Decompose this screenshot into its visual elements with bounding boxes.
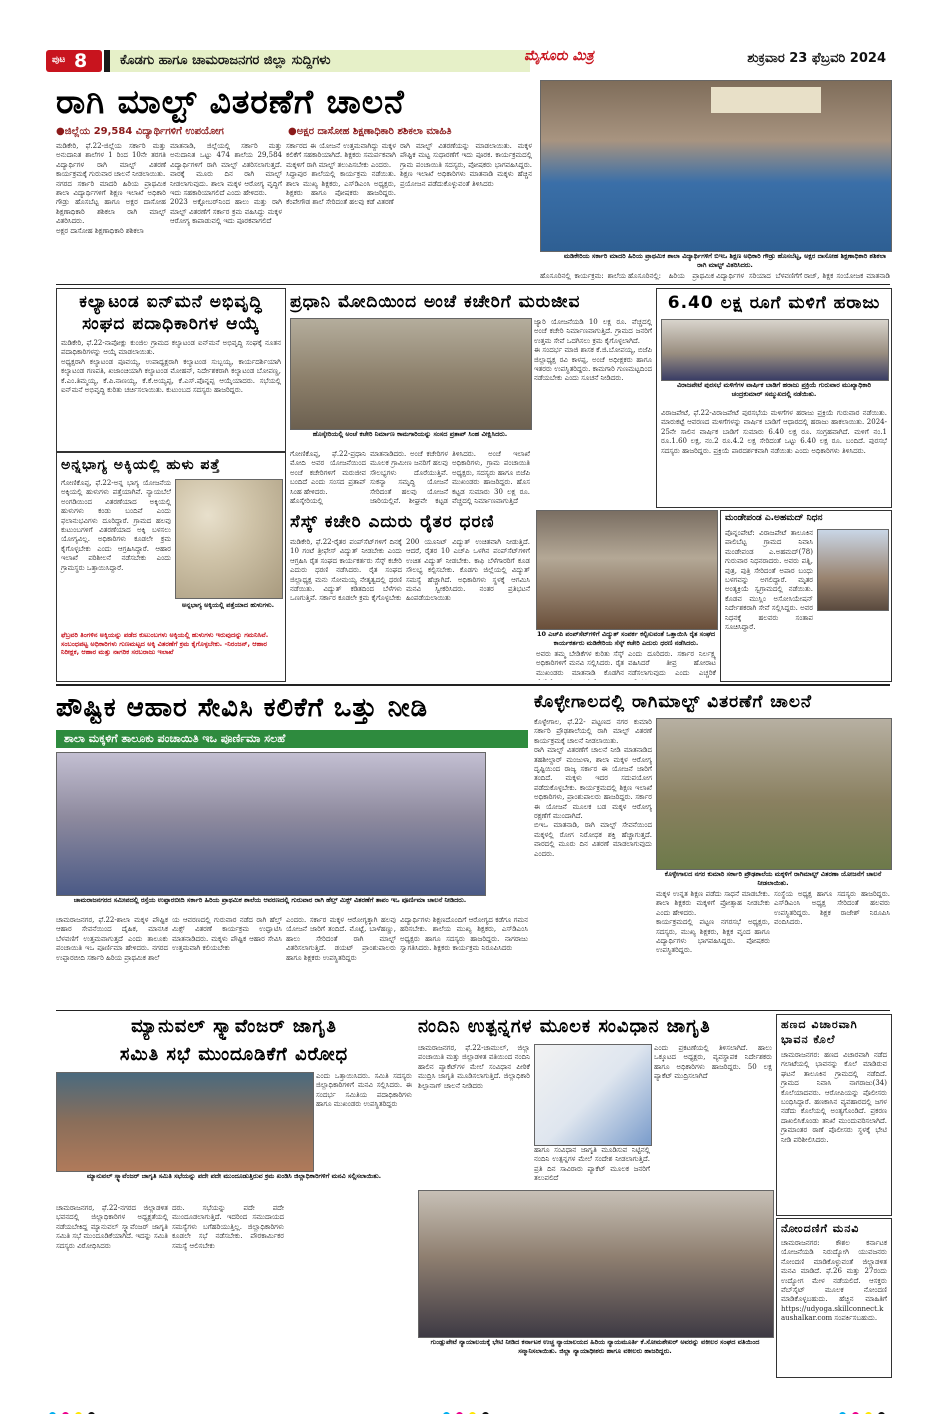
story3-body: ಗೋಣಿಕೊಪ್ಪ, ಫೆ.22-ಅನ್ನ ಭಾಗ್ಯ ಯೋಜನೆಯ ಅಕ್ಕಿಯಲ್ಲಿ ಹುಳುಗಳು ಪತ್ತೆಯಾಗಿವೆ. ನ್ಯಾಯಬೆಲೆ ಅಂಗಡಿಯಿಂದ ವಿತರಣೆಯಾದ ಅಕ್ಕಿಯಲ್ಲಿ ಹುಳುಗಳು ಕಂಡು ಬಂದಿವೆ ಎಂದು ಫಲಾನುಭವಿಗಳು ದೂರಿದ್ದಾರೆ. ಗ್ರಾಮದ ಹಲವು ಕುಟುಂಬಗಳಿಗೆ ವಿತರಣೆಯಾದ ಅಕ್ಕಿ ಬಳಸಲು ಯೋಗ್ಯವಿಲ್ಲ. ಅಧಿಕಾರಿಗಳು ಕೂಡಲೇ ಕ್ರಮ ಕೈಗೊಳ್ಳಬೇಕು ಎಂದು ಆಗ್ರಹಿಸಿದ್ದಾರೆ. ಆಹಾರ ಇಲಾಖೆ ಪರಿಶೀಲನೆ ನಡೆಸಬೇಕು ಎಂದು ಗ್ರಾಮಸ್ಥರು ಒತ್ತಾಯಿಸಿದ್ದಾರೆ. — [61, 479, 174, 572]
magenta-mark-icon — [852, 1412, 859, 1414]
story7-subhead-bar — [56, 730, 528, 748]
magenta-mark-icon — [62, 1412, 69, 1414]
footer-marks — [0, 1402, 945, 1414]
story7-col4-visible: ವಿದ್ಯಾರ್ಥಿಗಳು ಶಿಕ್ಷಣದೊಂದಿಗೆ ಆರೋಗ್ಯದ ಕಡೆಗೂ ಗಮನ ಹರಿಸಬೇಕು. ಶಾಲೆಯ ಮುಖ್ಯ ಶಿಕ್ಷಕರು, ಎಸ್‌ಡಿಎಂಸಿ ಅಧ್ಯಕ್ಷರು ಹಾಗೂ ಸದಸ್ಯರು ಹಾಜರಿದ್ದರು. ನಾಗರಾಜು ಸ್ವಾಗತಿಸಿದರು. ಶಿಕ್ಷಕರು ಕಾರ್ಯಕ್ರಮ ನಿರೂಪಿಸಿದರು — [400, 916, 528, 953]
story8-headline: ಕೊಳ್ಳೇಗಾಲದಲ್ಲಿ ರಾಗಿಮಾಲ್ಟ್ ವಿತರಣೆಗೆ ಚಾಲನೆ — [534, 692, 813, 712]
story11-box — [776, 1014, 892, 1216]
page-tag-label: ಪುಟ — [52, 55, 66, 65]
story6-col4: ಎಂದು ದೂರಿದರು. ಸರ್ಕಾರ ನಿರ್ಲಕ್ಷ್ಯ ವಹಿಸಿದರೆ ತೀವ್ರ ಹೋರಾಟ ನಡೆಸಲಾಗುವುದು ಎಂದು ಎಚ್ಚರಿಕೆ — [628, 650, 716, 677]
story1-photo-caption: ಮಡಿಕೇರಿಯ ಸರ್ಕಾರಿ ಮಾದರಿ ಹಿರಿಯ ಪ್ರಾಥಮಿಕ ಶಾಲಾ ವಿದ್ಯಾರ್ಥಿಗಳಿಗೆ ಬಿಇಒ ಶಿಕ್ಷಣ ಅಧಿಕಾರಿ ಗೌಡ್ರು ಹೊಸಬೆಟ್ಟ, ಅಕ್ಷರ ದಾಸೋಹ ಶಿಕ್ಷಣಾಧಿಕಾರಿ ಶಶಿಕಲಾ ರಾಗಿ ಮಾಲ್ಟ್ ವಿತರಿಸಿದರು. — [563, 252, 887, 269]
story6-photo — [536, 510, 718, 630]
section-title: ಕೊಡಗು ಹಾಗೂ ಚಾಮರಾಜನಗರ ಜಿಲ್ಲಾ ಸುದ್ದಿಗಳು — [120, 53, 331, 68]
story1-headline: ರಾಗಿ ಮಾಲ್ಟ್ ವಿತರಣೆಗೆ ಚಾಲನೆ — [56, 82, 405, 121]
reg-marks-right — [836, 1404, 888, 1414]
story4-col2: ಮಾತನಾಡಿದರು. ಅಂಚೆ ಕಚೇರಿಗಳ ಮೂಲಕ ಗ್ರಾಮೀಣ ಜನರಿಗೆ ಹಲವು ಸೌಲಭ್ಯಗಳು ದೊರೆಯುತ್ತಿವೆ. ಸುಕನ್ಯಾ ಸಮೃದ್ಧಿ ಯೋಜನೆ ಸೇರಿದಂತೆ ಹಲವು ಯೋಜನೆ ಜಾರಿಯಲ್ಲಿವೆ. ಶೀಘ್ರವೇ ಕಟ್ಟಡ — [370, 450, 448, 506]
story2-headline-2: ಸಂಘದ ಪದಾಧಿಕಾರಿಗಳ ಆಯ್ಕೆ — [82, 314, 260, 334]
story1-col6: ಹೊಸೂರಿನಲ್ಲಿ: ಹಿರಿಯ ಪ್ರಾಥಮಿಕ — [628, 272, 714, 280]
story1-subhead-2: ●ಅಕ್ಷರ ದಾಸೋಹ ಶಿಕ್ಷಣಾಧಿಕಾರಿ ಶಶಿಕಲಾ ಮಾಹಿತಿ — [288, 126, 452, 137]
story9-photo — [56, 1072, 314, 1172]
divider — [56, 684, 890, 686]
section-bar — [104, 50, 530, 72]
story8-col1: ಕೊಳ್ಳೇಗಾಲ, ಫೆ.22- ಪಟ್ಟಣದ ನಗರ ಕುಮಾರಿ ಸರ್ಕಾರಿ ಪ್ರೌಢಶಾಲೆಯಲ್ಲಿ ರಾಗಿ ಮಾಲ್ಟ್ ವಿತರಣೆ ಕಾರ್ಯಕ್ರಮಕ್ಕೆ ಚಾಲನೆ ನೀಡಲಾಯಿತು. ರಾಗಿ ಮಾಲ್ಟ್ ವಿತರಣೆಗೆ ಚಾಲನೆ ನೀಡಿ ಮಾತನಾಡಿದ ತಹಶೀಲ್ದಾರ್ ಮಂಜುಳಾ, ಶಾಲಾ ಮಕ್ಕಳ ಆರೋಗ್ಯ ದೃಷ್ಟಿಯಿಂದ ರಾಜ್ಯ ಸರ್ಕಾರ ಈ ಯೋಜನೆ ಜಾರಿಗೆ ತಂದಿದೆ. ಮಕ್ಕಳು ಇದರ ಸದುಪಯೋಗ ಪಡೆದುಕೊಳ್ಳಬೇಕು. ಕಾರ್ಯಕ್ರಮದಲ್ಲಿ ಶಿಕ್ಷಣ ಇಲಾಖೆ ಅಧಿಕಾರಿಗಳು, ಪ್ರಾಂಶುಪಾಲರು ಹಾಜರಿದ್ದರು. ಸರ್ಕಾರ ಈ ಯೋಜನೆ ಮೂಲಕ ಬಡ ಮಕ್ಕಳ ಆರೋಗ್ಯ ರಕ್ಷಣೆಗೆ ಮುಂದಾಗಿದೆ. ಬಿಇಒ ಮಾತನಾಡಿ, ರಾಗಿ ಮಾಲ್ಟ್ ಸೇವನೆಯಿಂದ ಮಕ್ಕಳಲ್ಲಿ ರೋಗ ನಿರೋಧಕ ಶಕ್ತಿ ಹೆಚ್ಚಾಗುತ್ತದೆ. ವಾರದಲ್ಲಿ ಮೂರು ದಿನ ವಿತರಣೆ ಮಾಡಲಾಗುವುದು ಎಂದರು. — [534, 718, 652, 858]
story3-headline: ಅನ್ನಭಾಗ್ಯ ಅಕ್ಕಿಯಲ್ಲಿ ಹುಳು ಪತ್ತೆ — [61, 457, 221, 473]
story2-headline: ಕಲ್ಯಾಟಂಡ ಐನ್‌ಮನೆ ಅಭಿವೃದ್ಧಿ — [79, 292, 263, 312]
story8-col2: ಮಕ್ಕಳ ಉನ್ನತ ಶಿಕ್ಷಣ ಪಡೆದು ಸಾಧನೆ ಮಾಡಬೇಕು. ಶಾಲಾ ಶಿಕ್ಷಕರು ಮಕ್ಕಳಿಗೆ ಪ್ರೋತ್ಸಾಹ ನೀಡಬೇಕು ಎಂದು ಹೇಳಿದರು. ಕಾರ್ಯಕ್ರಮದಲ್ಲಿ ಪಟ್ಟಣ ನಗರಸಭೆ ಅಧ್ಯಕ್ಷರು, ಸದಸ್ಯರು, ಮುಖ್ಯ ಶಿಕ್ಷಕರು, ಶಿಕ್ಷಕ ವೃಂದ ಹಾಗೂ ವಿದ್ಯಾರ್ಥಿಗಳು ಭಾಗವಹಿಸಿದ್ದರು. ಪೋಷಕರು ಉಪಸ್ಥಿತರಿದ್ದರು. — [656, 890, 770, 955]
story6-photo-caption: 10 ಎಚ್‌ಪಿ ಪಂಪ್‌ಸೆಟ್‌ಗಳಿಗೆ ವಿದ್ಯುತ್ ಸಂಪರ್ಕ ಕಲ್ಪಿಸುವಂತೆ ಒತ್ತಾಯಿಸಿ ರೈತ ಸಂಘದ ಕಾರ್ಯಕರ್ತರು ಮಡಿಕೇರಿಯ ಸೆಸ್ಕ್ ಕಚೇರಿ ಎದುರು ಧರಣಿ ನಡೆಸಿದರು. — [536, 630, 716, 647]
story3-photo — [175, 479, 283, 599]
story5-headline: 6.40 ಲಕ್ಷ ರೂಗೆ ಮಳಿಗೆ ಹರಾಜು — [667, 293, 881, 313]
yellow-mark-icon — [469, 1412, 476, 1414]
story5-body: ವಿರಾಜಪೇಟೆ, ಫೆ.22-ವಿರಾಜಪೇಟೆ ಪುರಸಭೆಯ ಮಳಿಗೆಗಳ ಹರಾಜು ಪ್ರಕ್ರಿಯೆ ಗುರುವಾರ ನಡೆಯಿತು. ಮಾರುಕಟ್ಟೆ ಆವರಣದ ಮಳಿಗೆಗಳನ್ನು ವಾರ್ಷಿಕ ಬಾಡಿಗೆ ಆಧಾರದಲ್ಲಿ ಹರಾಜು ಹಾಕಲಾಯಿತು. 2024-25ನೇ ಸಾಲಿನ ವಾರ್ಷಿಕ ಬಾಡಿಗೆ ಸುಮಾರು 6.40 ಲಕ್ಷ ರೂ. ಸಂಗ್ರಹವಾಗಿದೆ. ಮಳಿಗೆ ನಂ.1 ರೂ.1.60 ಲಕ್ಷ, ನಂ.2 ರೂ.4.2 ಲಕ್ಷ ಸೇರಿದಂತೆ ಒಟ್ಟು 6.40 ಲಕ್ಷ ರೂ. ಬಂದಿದೆ. ಪುರಸಭೆ ಸದಸ್ಯರು ಹಾಜರಿದ್ದರು. ಪ್ರಕ್ರಿಯೆ ಪಾರದರ್ಶಕವಾಗಿ ನಡೆಯಿತು ಎಂದು ಅಧಿಕಾರಿಗಳು ತಿಳಿಸಿದರು. — [661, 409, 890, 455]
story9-col1: ಚಾಮರಾಜನಗರ, ಫೆ.22-ನಗರದ ಜಿಲ್ಲಾಡಳಿತ ಭವನದಲ್ಲಿ ಜಿಲ್ಲಾಧಿಕಾರಿಗಳ ಅಧ್ಯಕ್ಷತೆಯಲ್ಲಿ ನಡೆಯಬೇಕಿದ್ದ ಮ್ಯಾನುವಲ್ ಸ್ಕ್ಯಾವೆಂಜರ್ ಜಾಗೃತಿ ಸಮಿತಿ ಸಭೆ ಮುಂದೂಡಿಕೆಯಾಗಿದೆ. ಇದನ್ನು ಸಮಿತಿ ಸದಸ್ಯರು ವಿರೋಧಿಸಿದರು — [56, 1204, 168, 1250]
story7-subhead: ಶಾಲಾ ಮಕ್ಕಳಿಗೆ ತಾಲೂಕು ಪಂಚಾಯಿತಿ ಇಒ ಪೂರ್ಣಿಮಾ ಸಲಹೆ — [64, 732, 286, 745]
story2-box — [56, 288, 286, 452]
divider — [56, 1010, 890, 1011]
story9-headline: ಮ್ಯಾನುವಲ್ ಸ್ಕ್ಯಾವೆಂಜರ್ ಜಾಗೃತಿ — [131, 1016, 337, 1037]
story8-col3: ಸಂಸ್ಥೆಯ ಅಧ್ಯಕ್ಷ ಹಾಗೂ ಸದಸ್ಯರು ಹಾಜರಿದ್ದರು. ಎಸ್‌ಡಿಎಂಸಿ ಅಧ್ಯಕ್ಷ ಸೇರಿದಂತೆ ಹಲವರು ಉಪಸ್ಥಿತರಿದ್ದರು. ಶಿಕ್ಷಕ ರಾಜೇಶ್ ನಿರೂಪಿಸಿ ವಂದಿಸಿದರು. — [774, 890, 890, 927]
story10-col1: ಚಾಮರಾಜನಗರ, ಫೆ.22-ಚಾಮುಲ್, ಜಿಲ್ಲಾ ಪಂಚಾಯಿತಿ ಮತ್ತು ಜಿಲ್ಲಾಡಳಿತ ವತಿಯಿಂದ ನಂದಿನಿ ಹಾಲಿನ ಪ್ಯಾಕೆಟ್‌ಗಳ ಮೇಲೆ ಸಂವಿಧಾನ ಪೀಠಿಕೆ ಮುದ್ರಿಸಿ ಜಾಗೃತಿ ಮೂಡಿಸಲಾಗುತ್ತಿದೆ. ಜಿಲ್ಲಾಧಿಕಾರಿ ಶಿಲ್ಪಾನಾಗ್ ಚಾಲನೆ ನೀಡಿದರು — [418, 1044, 530, 1090]
page-number: 8 — [74, 50, 88, 72]
story6-col1: ಮಡಿಕೇರಿ, ಫೆ.22-ರೈತರ ಪಂಪ್‌ಸೆಟ್‌ಗಳಿಗೆ ದಿನಕ್ಕೆ 10 ಗಂಟೆ ತ್ರೀಫೇಸ್ ವಿದ್ಯುತ್ ನೀಡಬೇಕು ಎಂದು ಆಗ್ರಹಿಸಿ ರೈತ ಸಂಘದ ಕಾರ್ಯಕರ್ತರು ಸೆಸ್ಕ್ ಕಚೇರಿ ಎದುರು ಧರಣಿ ನಡೆಸಿದರು. ರೈತ ಸಂಘದ ಜಿಲ್ಲಾಧ್ಯಕ್ಷ ಮನು ಸೋಮಯ್ಯ ನೇತೃತ್ವದಲ್ಲಿ ಧರಣಿ ನಡೆಯಿತು. ವಿದ್ಯುತ್ ಕಡಿತದಿಂದ ಬೆಳೆಗಳು ಒಣಗುತ್ತಿವೆ. ಸರ್ಕಾರ ಕೂಡಲೇ ಕ್ರಮ ಕೈಗೊಳ್ಳಬೇಕು — [290, 538, 402, 603]
page-header — [46, 48, 886, 76]
cyan-mark-icon — [443, 1412, 450, 1414]
story4-col4: ಜ್ಯಾರಿ ಯೋಜನೆಯಡಿ 10 ಲಕ್ಷ ರೂ. ವೆಚ್ಚದಲ್ಲಿ ಅಂಚೆ ಕಚೇರಿ ನಿರ್ಮಾಣವಾಗುತ್ತಿದೆ. ಗ್ರಾಮದ ಜನರಿಗೆ ಉತ್ತಮ ಸೇವೆ ಒದಗಿಸಲು ಕ್ರಮ ಕೈಗೊಳ್ಳಲಾಗಿದೆ. ಈ ಸಂದರ್ಭ ಮಾಜಿ ಶಾಸಕ ಕೆ.ಜಿ.ಬೋಪಯ್ಯ, ಬಿಜೆಪಿ ಜಿಲ್ಲಾಧ್ಯಕ್ಷ ರವಿ ಕಾಳಪ್ಪ, ಅಂಚೆ ಅಧೀಕ್ಷಕರು ಹಾಗೂ ಇತರರು ಉಪಸ್ಥಿತರಿದ್ದರು. ಕಾಮಗಾರಿ ಗುಣಮಟ್ಟದಿಂದ ನಡೆಯಬೇಕು ಎಂದು ಸೂಚನೆ ನೀಡಿದರು. — [534, 318, 652, 383]
story2-body: ಮಡಿಕೇರಿ, ಫೆ.22-ನಾಪೋಕ್ಲು ಕುಂಜಿಲ ಗ್ರಾಮದ ಕಲ್ಯಾಟಂಡ ಐನ್‌ಮನೆ ಅಭಿವೃದ್ಧಿ ಸಂಘಕ್ಕೆ ನೂತನ ಪದಾಧಿಕಾರಿಗಳನ್ನು ಆಯ್ಕೆ ಮಾಡಲಾಯಿತು. ಅಧ್ಯಕ್ಷರಾಗಿ ಕಲ್ಯಾಟಂಡ ಪೂವಯ್ಯ, ಉಪಾಧ್ಯಕ್ಷರಾಗಿ ಕಲ್ಯಾಟಂಡ ಸುಬ್ಬಯ್ಯ, ಕಾರ್ಯದರ್ಶಿಯಾಗಿ ಕಲ್ಯಾಟಂಡ ಗಣಪತಿ, ಖಜಾಂಚಿಯಾಗಿ ಕಲ್ಯಾಟಂಡ ಮೋಹನ್, ನಿರ್ದೇಶಕರಾಗಿ ಕಲ್ಯಾಟಂಡ ಬೋಪಣ್ಣ, ಕೆ.ಎಂ.ತಿಮ್ಮಯ್ಯ, ಕೆ.ಪಿ.ನಾಣಯ್ಯ, ಕೆ.ಕೆ.ಅಯ್ಯಪ್ಪ, ಕೆ.ಎಸ್.ಪೊನ್ನಪ್ಪ ಆಯ್ಕೆಯಾದರು. ಸಭೆಯಲ್ಲಿ ಐನ್‌ಮನೆ ಅಭಿವೃದ್ಧಿ ಕುರಿತು ಚರ್ಚಿಸಲಾಯಿತು. ಕುಟುಂಬದ ಸದಸ್ಯರು ಹಾಜರಿದ್ದರು. — [61, 339, 281, 395]
story1-subhead-1: ●ಜಿಲ್ಲೆಯ 29,584 ವಿದ್ಯಾರ್ಥಿಗಳಿಗೆ ಉಪಯೋಗ — [56, 126, 224, 137]
obituary-photo — [817, 529, 889, 611]
story1-photo — [540, 80, 892, 252]
story10-col3: ಎಂದು ಪ್ರಕಟಣೆಯಲ್ಲಿ ತಿಳಿಸಲಾಗಿದೆ. ಹಾಲು ಒಕ್ಕೂಟದ ಅಧ್ಯಕ್ಷರು, ವ್ಯವಸ್ಥಾಪಕ ನಿರ್ದೇಶಕರು ಹಾಗೂ ಅಧಿಕಾರಿಗಳು ಹಾಜರಿದ್ದರು. 50 ಲಕ್ಷ ಪ್ಯಾಕೆಟ್ ಮುದ್ರಿಸಲಾಗಿದೆ — [654, 1044, 772, 1081]
story8-photo — [656, 718, 892, 870]
story9-col2: ದರು. ಸಭೆಯನ್ನು ಪದೇ ಪದೇ ಮುಂದೂಡಲಾಗುತ್ತಿದೆ. ಇದರಿಂದ ಸಮುದಾಯದ ಸಮಸ್ಯೆಗಳು ಬಗೆಹರಿಯುತ್ತಿಲ್ಲ. ಜಿಲ್ಲಾಧಿಕಾರಿಗಳು ಕೂಡಲೇ ಸಭೆ ನಡೆಸಬೇಕು. ಪೌರಕಾರ್ಮಿಕರ ಸಮಸ್ಯೆ ಆಲಿಸಬೇಕು — [172, 1204, 284, 1250]
story6-col2: 200 ಯೂನಿಟ್ ವಿದ್ಯುತ್ ಉಚಿತವಾಗಿ ನೀಡುತ್ತಿದೆ. ಆದರೆ, ರೈತರ 10 ಎಚ್‌ಪಿ ಒಳಗಿನ ಪಂಪ್‌ಸೆಟ್‌ಗಳಿಗೆ ಉಚಿತ ವಿದ್ಯುತ್ ನೀಡಬೇಕು. ಕಾಫಿ ಬೆಳೆಗಾರರಿಗೆ ಕೂಡ ಸೌಲಭ್ಯ ಕಲ್ಪಿಸಬೇಕು. ಕೊಡಗು ಜಿಲ್ಲೆಯಲ್ಲಿ ವಿದ್ಯುತ್ ಸಮಸ್ಯೆ ಹೆಚ್ಚಾಗಿದೆ. ಅಧಿಕಾರಿಗಳು ಸ್ಥಳಕ್ಕೆ ಆಗಮಿಸಿ ಮನವಿ ಸ್ವೀಕರಿಸಿದರು. ನಂತರ ಪ್ರತಿಭಟನೆ ಹಿಂಪಡೆಯಲಾಯಿತು — [406, 538, 530, 603]
story4-col3: ತಿಳಿಸಿದರು. ಅಂಚೆ ಇಲಾಖೆ ಅಧಿಕಾರಿಗಳು, ಗ್ರಾಮ ಪಂಚಾಯಿತಿ ಅಧ್ಯಕ್ಷರು, ಸದಸ್ಯರು ಹಾಗೂ ಬಿಜೆಪಿ ಮುಖಂಡರು ಹಾಜರಿದ್ದರು. ಹೊಸ ಕಟ್ಟಡ ಸುಮಾರು 30 ಲಕ್ಷ ರೂ. ವೆಚ್ಚದಲ್ಲಿ ನಿರ್ಮಾಣವಾಗುತ್ತಿದೆ — [452, 450, 530, 506]
story11-headline: ಹಣದ ವಿಚಾರವಾಗಿ ಭಾವನ ಕೊಲೆ — [781, 1018, 858, 1046]
story1-col1: ಮಡಿಕೇರಿ, ಫೆ.22-ಜಿಲ್ಲೆಯ ಸರ್ಕಾರಿ ಮತ್ತು ಅನುದಾನಿತ ಶಾಲೆಗಳ 1 ರಿಂದ 10ನೇ ತರಗತಿ ವಿದ್ಯಾರ್ಥಿಗಳ ರಾಗಿ ಮಾಲ್ಟ್ ವಿತರಣೆ ಕಾರ್ಯಕ್ರಮಕ್ಕೆ ಗುರುವಾರ ಚಾಲನೆ ನೀಡಲಾಯಿತು. ನಗರದ ಸರ್ಕಾರಿ ಮಾದರಿ ಹಿರಿಯ ಪ್ರಾಥಮಿಕ ಶಾಲಾ ವಿದ್ಯಾರ್ಥಿಗಳಿಗೆ ಶಿಕ್ಷಣ ಇಲಾಖೆ ಅಧಿಕಾರಿ ಗೌಡ್ರು ಹೊಸಬೆಟ್ಟ ಹಾಗೂ ಅಕ್ಷರ ದಾಸೋಹ ಶಿಕ್ಷಣಾಧಿಕಾರಿ ಶಶಿಕಲಾ ರಾಗಿ ಮಾಲ್ಟ್ ವಿತರಿಸಿದರು. ಅಕ್ಷರ ದಾಸೋಹ ಶಿಕ್ಷಣಾಧಿಕಾರಿ ಶಶಿಕಲಾ — [56, 142, 166, 235]
story7-col3: ಎಂದರು. ಸರ್ಕಾರ ಮಕ್ಕಳ ಆರೋಗ್ಯಕ್ಕಾಗಿ ಹಲವು ಯೋಜನೆ ಜಾರಿಗೆ ತಂದಿದೆ. ಮೊಟ್ಟೆ, ಬಾಳೆಹಣ್ಣು, ಹಾಲು ಸೇರಿದಂತೆ ರಾಗಿ ಮಾಲ್ಟ್ ವಿತರಿಸಲಾಗುತ್ತಿದೆ. ಡಯಟ್ ಪ್ರಾಂಶುಪಾಲರು ಹಾಗೂ ಶಿಕ್ಷಕರು ಉಪಸ್ಥಿತರಿದ್ದರು — [286, 916, 396, 962]
story12-body: ಚಾಮರಾಜನಗರ: ಕೌಶಲ ಕರ್ನಾಟಕ ಯೋಜನೆಯಡಿ ನಿರುದ್ಯೋಗಿ ಯುವಜನರು ನೋಂದಣಿ ಮಾಡಿಕೊಳ್ಳುವಂತೆ ಜಿಲ್ಲಾಡಳಿತ ಮನವಿ ಮಾಡಿದೆ. ಫೆ.26 ಮತ್ತು 27ರಂದು ಉದ್ಯೋಗ ಮೇಳ ನಡೆಯಲಿದೆ. ಆಸಕ್ತರು ವೆಬ್‌ಸೈಟ್ ಮೂಲಕ ನೋಂದಣಿ ಮಾಡಿಕೊಳ್ಳಬಹುದು. ಹೆಚ್ಚಿನ ಮಾಹಿತಿಗೆ https://udyoga.skillconnect.kaushalkar.com ಸಂಪರ್ಕಿಸಬಹುದು. — [781, 1239, 890, 1323]
cyan-mark-icon — [49, 1412, 56, 1414]
story1-col4: ರಾಗಿ ಮಾಲ್ಟ್ ವಿತರಣೆಯನ್ನು ಮಾಡಲಾಯಿತು. ಮಕ್ಕಳ ಪೌಷ್ಟಿಕ ಮಟ್ಟ ಸುಧಾರಣೆಗೆ ಇದು ಪೂರಕ. ಕಾರ್ಯಕ್ರಮದಲ್ಲಿ ಗ್ರಾಮ ಪಂಚಾಯಿತಿ ಸದಸ್ಯರು, ಪೋಷಕರು ಭಾಗವಹಿಸಿದ್ದರು. ಶಿಕ್ಷಣ ಇಲಾಖೆ ಅಧಿಕಾರಿಗಳು ಮಾತನಾಡಿ ಮಕ್ಕಳು ಹೆಚ್ಚಿನ ಪ್ರಯೋಜನ ಪಡೆದುಕೊಳ್ಳುವಂತೆ ತಿಳಿಸಿದರು — [400, 142, 532, 188]
story4-col1: ಗೋಣಿಕೊಪ್ಪ, ಫೆ.22-ಪ್ರಧಾನಿ ಮೋದಿ ಅವರ ಯೋಜನೆಯಿಂದ ಅಂಚೆ ಕಚೇರಿಗಳಿಗೆ ಮರುಜೀವ ಬಂದಿದೆ ಎಂದು ಸಂಸದ ಪ್ರತಾಪ್ ಸಿಂಹ ಹೇಳಿದರು. ಹೊಸ್ಕೇರಿಯಲ್ಲಿ — [290, 450, 366, 506]
story1-col7: ವಿದ್ಯಾರ್ಥಿಗಳ ಸರಿಯಾದ ಬೆಳವಣಿಗೆಗೆ — [716, 272, 802, 280]
cyan-mark-icon — [839, 1412, 846, 1414]
story1-col8: ರಾಜ್, ಶಿಕ್ಷಕ ಸಂಯೋಜಕ ಮಾತನಾಡಿ — [804, 272, 890, 280]
story5-photo — [661, 319, 889, 381]
story4-photo-caption: ಹೊಸ್ಕೇರಿಯಲ್ಲಿ ಅಂಚೆ ಕಚೇರಿ ನಿರ್ಮಾಣ ಕಾಮಗಾರಿಯನ್ನು ಸಂಸದ ಪ್ರತಾಪ್ ಸಿಂಹ ವೀಕ್ಷಿಸಿದರು. — [312, 430, 508, 438]
divider — [56, 284, 890, 285]
story10-photo-milk — [534, 1044, 652, 1146]
magenta-mark-icon — [456, 1412, 463, 1414]
story5-photo-caption: ವಿರಾಜಪೇಟೆ ಪುರಸಭೆ ಮಳಿಗೆಗಳ ವಾರ್ಷಿಕ ಬಾಡಿಗೆ ಹರಾಜು ಪ್ರಕ್ರಿಯೆ ಗುರುವಾರ ಮುಖ್ಯಾಧಿಕಾರಿ ಚಂದ್ರಕುಮಾರ್ ಸಮ್ಮುಖದಲ್ಲಿ ನಡೆಯಿತು. — [676, 381, 872, 398]
story3-photo-caption: ಅನ್ನಭಾಗ್ಯ ಅಕ್ಕಿಯಲ್ಲಿ ಪತ್ತೆಯಾದ ಹುಳುಗಳು. — [181, 601, 275, 609]
reg-marks-center — [440, 1404, 492, 1414]
story1-col2: ಮಾತನಾಡಿ, ಜಿಲ್ಲೆಯಲ್ಲಿ ಸರ್ಕಾರಿ ಮತ್ತು ಅನುದಾನಿತ ಒಟ್ಟು 474 ಶಾಲೆಯ 29,584 ವಿದ್ಯಾರ್ಥಿಗಳಿಗೆ ರಾಗಿ ಮಾಲ್ಟ್ ವಿತರಿಸಲಾಗುತ್ತದೆ. ವಾರಕ್ಕೆ ಮೂರು ದಿನ ರಾಗಿ ಮಾಲ್ಟ್ ನೀಡಲಾಗುವುದು. ಶಾಲಾ ಮಕ್ಕಳ ಆರೋಗ್ಯ ವೃದ್ಧಿಗೆ ಇದು ಸಹಕಾರಿಯಾಗಲಿದೆ ಎಂದು ಹೇಳಿದರು. 2023 ಅಕ್ಟೋಬರ್‌ನಿಂದ ಹಾಲು ಮತ್ತು ರಾಗಿ ಮಾಲ್ಟ್ ವಿತರಣೆಗೆ ಸರ್ಕಾರ ಕ್ರಮ ವಹಿಸಿದ್ದು ಮಕ್ಕಳ ಆರೋಗ್ಯ ಕಾಪಾಡುವಲ್ಲಿ ಇದು ಪೂರಕವಾಗಲಿದೆ — [170, 142, 282, 226]
story5-box — [656, 288, 892, 508]
story1-banner — [711, 87, 821, 113]
story3-quote: ಫೆಬ್ರವರಿ ತಿಂಗಳಿನ ಅಕ್ಕಿಯನ್ನು ಪಡೆದ ಕುಟುಂಬಗಳು ಅಕ್ಕಿಯಲ್ಲಿ ಹುಳುಗಳು ಇರುವುದನ್ನು ಗಮನಿಸಿವೆ. ಸಂಬಂಧಪಟ್ಟ ಅಧಿಕಾರಿಗಳು ಗುಣಮಟ್ಟದ ಅಕ್ಕಿ ವಿತರಣೆಗೆ ಕ್ರಮ ಕೈಗೊಳ್ಳಬೇಕು. -ನಿರಂಜನ್, ಆಹಾರ ನಿರೀಕ್ಷಕ, ಆಹಾರ ಮತ್ತು ನಾಗರಿಕ ಸರಬರಾಜು ಇಲಾಖೆ — [61, 631, 269, 657]
story9-col3: ಎಂದು ಒತ್ತಾಯಿಸಿದರು. ಸಮಿತಿ ಸದಸ್ಯರು ಜಿಲ್ಲಾಧಿಕಾರಿಗಳಿಗೆ ಮನವಿ ಸಲ್ಲಿಸಿದರು. ಈ ಸಂದರ್ಭ ಸಮಿತಿಯ ಪದಾಧಿಕಾರಿಗಳು ಹಾಗೂ ಮುಖಂಡರು ಉಪಸ್ಥಿತರಿದ್ದರು — [316, 1072, 412, 1109]
story4-headline: ಪ್ರಧಾನಿ ಮೋದಿಯಿಂದ ಅಂಚೆ ಕಚೇರಿಗೆ ಮರುಜೀವ — [290, 292, 581, 312]
story12-headline: ನೋಂದಣಿಗೆ ಮನವಿ — [781, 1222, 860, 1235]
obituary-body: ಪೊನ್ನಂಪೇಟೆ: ವಿರಾಜಪೇಟೆ ತಾಲೂಕಿನ ಪಾಲಿಬೆಟ್ಟ ಗ್ರಾಮದ ನಿವಾಸಿ ಮಂಡೇಪಂಡ ಎ.ಅಹಮದ್(78) ಗುರುವಾರ ನಿಧನರಾದರು. ಅವರು ಪತ್ನಿ, ಪುತ್ರ, ಪುತ್ರಿ ಸೇರಿದಂತೆ ಅಪಾರ ಬಂಧು ಬಳಗವನ್ನು ಅಗಲಿದ್ದಾರೆ. ಮೃತರ ಅಂತ್ಯಕ್ರಿಯೆ ಸ್ವಗ್ರಾಮದಲ್ಲಿ ನಡೆಯಿತು. ಕೊಡವ ಮುಸ್ಲಿಂ ಅಸೋಸಿಯೇಷನ್ ನಿರ್ದೇಶಕರಾಗಿ ಸೇವೆ ಸಲ್ಲಿಸಿದ್ದರು. ಅವರ ನಿಧನಕ್ಕೆ ಹಲವರು ಸಂತಾಪ ಸೂಚಿಸಿದ್ದಾರೆ. — [725, 529, 816, 632]
black-mark-icon — [88, 1412, 95, 1414]
story3-box — [56, 452, 286, 682]
obituary-headline: ಮಂಡೇಪಂಡ ಎ.ಅಹಮದ್ ನಿಧನ — [725, 513, 823, 523]
story10-col2: ಹಾಗೂ ಸಂವಿಧಾನ ಜಾಗೃತಿ ಮೂಡಿಸುವ ನಿಟ್ಟಿನಲ್ಲಿ ನಂದಿನಿ ಉತ್ಪನ್ನಗಳ ಮೇಲೆ ಸಂದೇಶ ನೀಡಲಾಗುತ್ತಿದೆ. ಪ್ರತಿ ದಿನ ಸಾವಿರಾರು ಪ್ಯಾಕೆಟ್ ಮೂಲಕ ಜನರಿಗೆ ತಲುಪಲಿದೆ — [534, 1146, 650, 1183]
black-mark-icon — [878, 1412, 885, 1414]
story1-col5: ಹೊಸೂರಿನಲ್ಲಿ ಕಾರ್ಯಕ್ರಮ: ಶಾಲೆಯ — [540, 272, 626, 280]
story9-headline-2: ಸಮಿತಿ ಸಭೆ ಮುಂದೂಡಿಕೆಗೆ ವಿರೋಧ — [119, 1044, 349, 1065]
story7-col1: ಚಾಮರಾಜನಗರ, ಫೆ.22-ಶಾಲಾ ಮಕ್ಕಳ ಪೌಷ್ಟಿಕ ಆಹಾರ ಸೇವನೆಯಿಂದ ದೈಹಿಕ, ಮಾನಸಿಕ ಬೆಳವಣಿಗೆ ಉತ್ತಮವಾಗುತ್ತದೆ ಎಂದು ತಾಲೂಕು ಪಂಚಾಯಿತಿ ಇಒ ಪೂರ್ಣಿಮಾ ಹೇಳಿದರು. ನಗರದ ಉಪ್ಪಾರಬೀದಿ ಸರ್ಕಾರಿ ಹಿರಿಯ ಪ್ರಾಥಮಿಕ ಶಾಲೆ — [56, 916, 168, 962]
story7-photo — [56, 752, 486, 896]
black-mark-icon — [482, 1412, 489, 1414]
story10-headline: ನಂದಿನಿ ಉತ್ಪನ್ನಗಳ ಮೂಲಕ ಸಂವಿಧಾನ ಜಾಗೃತಿ — [418, 1016, 711, 1037]
story4-photo — [290, 318, 532, 430]
page-tag — [46, 50, 102, 72]
story6-col3: ಅವರು ತಮ್ಮ ಬೇಡಿಕೆಗಳ ಕುರಿತು ಸೆಸ್ಕ್ ಅಧಿಕಾರಿಗಳಿಗೆ ಮನವಿ ಸಲ್ಲಿಸಿದರು. ರೈತ ಮುಖಂಡರು ಮಾತನಾಡಿ ಕೊಡಗಿನ — [536, 650, 624, 677]
story10-photo-court — [418, 1190, 774, 1338]
story7-headline: ಪೌಷ್ಟಿಕ ಆಹಾರ ಸೇವಿಸಿ ಕಲಿಕೆಗೆ ಒತ್ತು ನೀಡಿ — [56, 693, 429, 723]
issue-date: ಶುಕ್ರವಾರ 23 ಫೆಬ್ರವರಿ 2024 — [747, 51, 886, 66]
story6-headline: ಸೆಸ್ಕ್ ಕಚೇರಿ ಎದುರು ರೈತರ ಧರಣಿ — [290, 512, 495, 532]
story12-box — [776, 1218, 892, 1378]
story7-photo-caption: ಚಾಮರಾಜನಗರದ ಸಮೀಪದಲ್ಲಿ ರಸ್ತೆಯ ಉಪ್ಪಾರಬೀದಿ ಸರ್ಕಾರಿ ಹಿರಿಯ ಪ್ರಾಥಮಿಕ ಶಾಲೆಯ ಆವರಣದಲ್ಲಿ ಗುರುವಾರ ರಾಗಿ ಹೆಲ್ತ್ ಮಿಕ್ಸ್ ವಿತರಣೆಗೆ ತಾಪಂ ಇಒ ಪೂರ್ಣಿಮಾ ಚಾಲನೆ ನೀಡಿದರು. — [73, 896, 467, 904]
story9-photo-caption: ಮ್ಯಾನುವಲ್ ಸ್ಕ್ಯಾವೆಂಜರ್ ಜಾಗೃತಿ ಸಮಿತಿ ಸಭೆಯನ್ನು ಪದೇ ಪದೇ ಮುಂದೂಡುತ್ತಿರುವ ಕ್ರಮ ಖಂಡಿಸಿ ಜಿಲ್ಲಾಧಿಕಾರಿಗಳಿಗೆ ಮನವಿ ಸಲ್ಲಿಸಲಾಯಿತು. — [86, 1172, 382, 1180]
story1-col3: ಸರ್ಕಾರದ ಈ ಯೋಜನೆ ಉತ್ತಮವಾಗಿದ್ದು ಮಕ್ಕಳ ಕಲಿಕೆಗೆ ಸಹಕಾರಿಯಾಗಿದೆ. ಶಿಕ್ಷಕರು ಸಮರ್ಪಕವಾಗಿ ಮಕ್ಕಳಿಗೆ ರಾಗಿ ಮಾಲ್ಟ್ ತಲುಪಿಸಬೇಕು ಎಂದರು. ಸಿದ್ದಾಪುರ ಶಾಲೆಯಲ್ಲಿ ಕಾರ್ಯಕ್ರಮ ನಡೆಯಿತು. ಶಾಲಾ ಮುಖ್ಯ ಶಿಕ್ಷಕರು, ಎಸ್‌ಡಿಎಂಸಿ ಅಧ್ಯಕ್ಷರು, ಶಿಕ್ಷಕರು ಹಾಗೂ ಪೋಷಕರು ಹಾಜರಿದ್ದರು. ಕೆಂಪೇಗೌಡ ಶಾಲೆ ಸೇರಿದಂತೆ ಹಲವು ಕಡೆ ವಿತರಣೆ — [286, 142, 396, 207]
story10-photo-caption: ಗುಂಡ್ಲುಪೇಟೆ ನ್ಯಾಯಾಲಯಕ್ಕೆ ಭೇಟಿ ನೀಡಿದ ಕರ್ನಾಟಕ ಉಚ್ಚ ನ್ಯಾಯಾಲಯದ ಹಿರಿಯ ನ್ಯಾಯಮೂರ್ತಿ ಕೆ.ಸೋಮಶೇಖರ್ ಅವರನ್ನು ವಕೀಲರ ಸಂಘದ ವತಿಯಿಂದ ಸನ್ಮಾನಿಸಲಾಯಿತು. ಜಿಲ್ಲಾ ನ್ಯಾಯಾಧೀಶರು ಹಾಗೂ ವಕೀಲರು ಹಾಜರಿದ್ದರು. — [430, 1338, 760, 1355]
reg-marks-left — [46, 1404, 98, 1414]
story11-body: ಚಾಮರಾಜನಗರ: ಹಣದ ವಿಚಾರವಾಗಿ ನಡೆದ ಗಲಾಟೆಯಲ್ಲಿ ಭಾವನನ್ನು ಕೊಲೆ ಮಾಡಿರುವ ಘಟನೆ ತಾಲೂಕಿನ ಗ್ರಾಮದಲ್ಲಿ ನಡೆದಿದೆ. ಗ್ರಾಮದ ನಿವಾಸಿ ನಾಗರಾಜು(34) ಕೊಲೆಯಾದವರು. ಆರೋಪಿಯನ್ನು ಪೊಲೀಸರು ಬಂಧಿಸಿದ್ದಾರೆ. ಹಣಕಾಸಿನ ವ್ಯವಹಾರದಲ್ಲಿ ಜಗಳ ನಡೆದು ಕೊಲೆಯಲ್ಲಿ ಅಂತ್ಯಗೊಂಡಿದೆ. ಪ್ರಕರಣ ದಾಖಲಿಸಿಕೊಂಡು ತನಿಖೆ ಮುಂದುವರಿಸಲಾಗಿದೆ. ಗ್ರಾಮಾಂತರ ಠಾಣೆ ಪೊಲೀಸರು ಸ್ಥಳಕ್ಕೆ ಭೇಟಿ ನೀಡಿ ಪರಿಶೀಲಿಸಿದರು. — [781, 1051, 890, 1144]
obituary-box — [720, 510, 892, 682]
story8-photo-caption: ಕೊಳ್ಳೇಗಾಲದ ನಗರ ಕುಮಾರಿ ಸರ್ಕಾರಿ ಪ್ರೌಢಶಾಲೆಯ ಮಕ್ಕಳಿಗೆ ರಾಗಿಮಾಲ್ಟ್ ವಿತರಣಾ ಯೋಜನೆಗೆ ಚಾಲನೆ ನೀಡಲಾಯಿತು. — [664, 870, 882, 887]
yellow-mark-icon — [865, 1412, 872, 1414]
yellow-mark-icon — [75, 1412, 82, 1414]
story7-col2: ಯ ಆವರಣದಲ್ಲಿ ಗುರುವಾರ ನಡೆದ ರಾಗಿ ಹೆಲ್ತ್ ಮಿಕ್ಸ್ ವಿತರಣೆ ಕಾರ್ಯಕ್ರಮ ಉದ್ಘಾಟಿಸಿ ಮಾತನಾಡಿದರು. ಮಕ್ಕಳು ಪೌಷ್ಟಿಕ ಆಹಾರ ಸೇವಿಸಿ ಉತ್ತಮವಾಗಿ ಕಲಿಯಬೇಕು — [172, 916, 282, 953]
masthead: ಮೈಸೂರು ಮಿತ್ರ — [524, 48, 594, 64]
